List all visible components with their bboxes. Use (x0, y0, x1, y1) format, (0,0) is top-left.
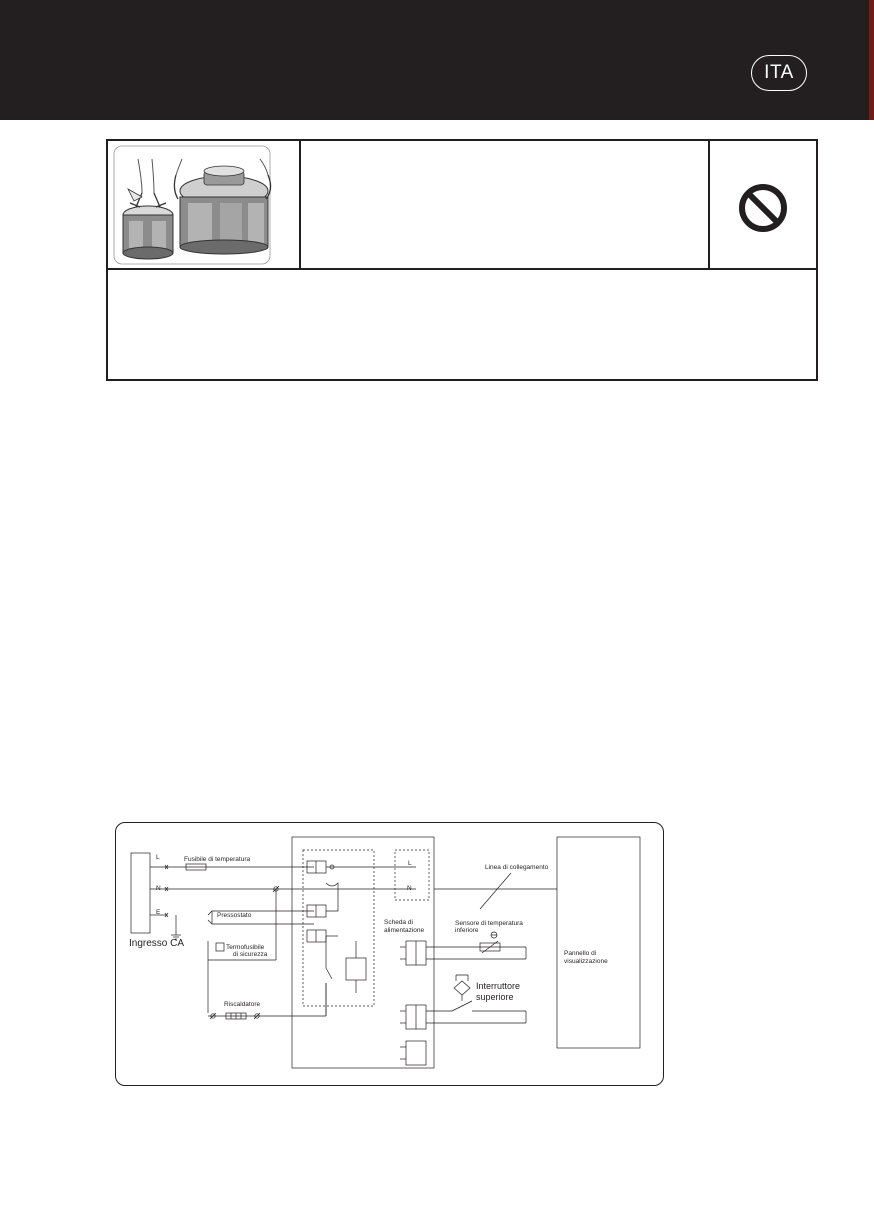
wiring-diagram (115, 822, 664, 1086)
top-switch-label-2: superiore (476, 992, 514, 1002)
heater-label: Riscaldatore (224, 1001, 261, 1008)
header-bar (0, 0, 874, 120)
bottom-sensor-label-1: Sensore di temperatura (455, 920, 523, 927)
safety-thermal-fuse-label-2: di sicurezza (233, 951, 268, 958)
ac-input-label: Ingresso CA (129, 938, 185, 949)
bottom-sensor-label-2: inferiore (455, 927, 479, 934)
symbol-cell (710, 141, 816, 270)
board-terminal-n-label: N (407, 885, 412, 892)
warning-text-cell (301, 141, 710, 270)
warning-box (106, 139, 818, 381)
illustration-cell (108, 141, 301, 270)
language-badge: ITA (751, 55, 807, 91)
top-switch-label-1: Interruttore (476, 981, 521, 991)
display-panel-label-2: visualizzazione (564, 958, 608, 965)
large-cooker-drawing (174, 159, 270, 254)
terminal-e-label: E (156, 909, 161, 916)
hands-lifting-pressure-cooker-illustration (108, 141, 297, 266)
board-terminal-l-label: L (408, 860, 412, 867)
power-board-label-2: alimentazione (384, 927, 425, 934)
safety-thermal-fuse-label-1: Termofusibile (226, 944, 265, 951)
temperature-fuse-label: Fusibile di temperatura (184, 856, 251, 863)
connection-line-label: Linea di collegamento (485, 864, 549, 871)
small-cooker-drawing (123, 159, 173, 259)
pressure-switch-label: Pressostato (217, 912, 252, 919)
display-panel-label-1: Pannello di (564, 950, 597, 957)
warning-notes-cell (108, 270, 816, 379)
power-board-label-1: Scheda di (384, 919, 413, 926)
prohibition-icon (738, 183, 788, 233)
terminal-l-label: L (156, 854, 160, 861)
terminal-n-label: N (156, 885, 161, 892)
